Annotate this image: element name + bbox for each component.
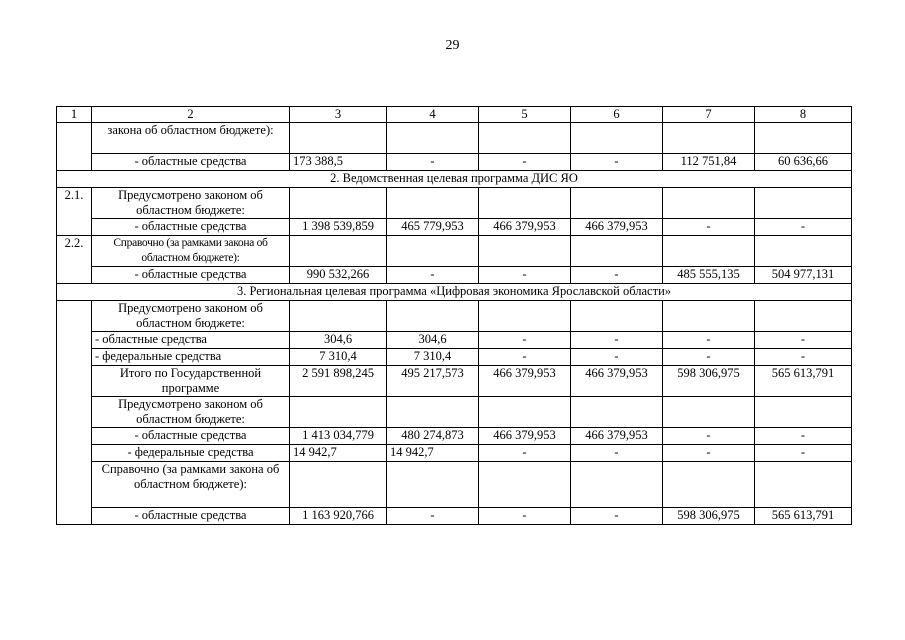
table-row [57,154,852,171]
value-cell: - [479,332,571,349]
value-cell: 598 306,975 [663,508,755,525]
row-label: Предусмотрено законом об областном бюджете: [92,397,290,428]
value-cell: 304,6 [387,332,479,349]
table-row [57,188,852,219]
value-cell: - [663,332,755,349]
header-cell: 5 [479,107,571,123]
row-number-cell: 2.2. [57,236,92,284]
value-cell: 304,6 [290,332,387,349]
value-cell: - [571,349,663,366]
value-cell: 598 306,975 [663,366,755,397]
table-row [57,332,852,349]
value-cell: 485 555,135 [663,267,755,284]
value-cell: - [387,508,479,525]
row-label: Справочно (за рамками закона об областном бюджете): [92,462,290,508]
value-cell: 565 613,791 [755,366,852,397]
value-cell: 60 636,66 [755,154,852,171]
value-cell: 466 379,953 [479,428,571,445]
row-label: закона об областном бюджете): [92,123,290,154]
row-label: Справочно (за рамками закона об областном бюджете): [92,236,290,267]
row-label: Итого по Государственной программе [92,366,290,397]
value-cell: 112 751,84 [663,154,755,171]
header-cell: 8 [755,107,852,123]
row-label: - областные средства [92,154,290,171]
value-cell: - [479,267,571,284]
value-cell: 2 591 898,245 [290,366,387,397]
value-cell: - [663,219,755,236]
value-cell: 466 379,953 [571,366,663,397]
value-cell: - [479,508,571,525]
value-cell: - [571,445,663,462]
value-cell: 1 398 539,859 [290,219,387,236]
value-cell: - [571,267,663,284]
table-row [57,397,852,428]
value-cell: - [571,154,663,171]
value-cell: 466 379,953 [571,219,663,236]
value-cell: - [755,349,852,366]
table-row [57,349,852,366]
row-label: - областные средства [92,219,290,236]
value-cell: - [755,332,852,349]
section-title: 3. Региональная целевая программа «Цифровая экономика Ярославской области» [57,284,852,301]
header-cell: 2 [92,107,290,123]
row-number-cell [57,123,92,171]
value-cell: 1 163 920,766 [290,508,387,525]
table-row [57,428,852,445]
value-cell: - [387,267,479,284]
page-number: 29 [445,38,460,53]
value-cell: 14 942,7 [290,445,387,462]
value-cell: - [663,428,755,445]
row-label: - областные средства [92,267,290,284]
section-row [57,171,852,188]
value-cell: 173 388,5 [290,154,387,171]
section-title: 2. Ведомственная целевая программа ДИС ЯО [57,171,852,188]
table-row [57,462,852,508]
value-cell: 480 274,873 [387,428,479,445]
value-cell: - [571,508,663,525]
value-cell: 495 217,573 [387,366,479,397]
table-row [57,366,852,397]
table-header-row [57,107,852,123]
value-cell: - [755,219,852,236]
row-label: Предусмотрено законом об областном бюджете: [92,188,290,219]
value-cell: - [387,154,479,171]
header-cell: 6 [571,107,663,123]
value-cell: - [663,445,755,462]
row-label: - областные средства [92,428,290,445]
value-cell: 7 310,4 [290,349,387,366]
header-cell: 4 [387,107,479,123]
table-row [57,123,852,154]
value-cell: 466 379,953 [479,219,571,236]
row-number-cell: 2.1. [57,188,92,236]
header-cell: 1 [57,107,92,123]
table-row [57,445,852,462]
value-cell: 465 779,953 [387,219,479,236]
row-number-cell [57,301,92,525]
section-row [57,284,852,301]
value-cell: - [755,445,852,462]
table-row [57,301,852,332]
value-cell: 7 310,4 [387,349,479,366]
table-row [57,267,852,284]
table-row [57,236,852,267]
value-cell: 990 532,266 [290,267,387,284]
value-cell: - [755,428,852,445]
row-label: Предусмотрено законом об областном бюджете: [92,301,290,332]
row-label: - областные средства [92,332,290,349]
value-cell: - [663,349,755,366]
value-cell: - [479,154,571,171]
value-cell: - [479,445,571,462]
row-label: - федеральные средства [92,445,290,462]
value-cell: 466 379,953 [571,428,663,445]
value-cell: 504 977,131 [755,267,852,284]
value-cell: - [571,332,663,349]
header-cell: 3 [290,107,387,123]
table-row [57,508,852,525]
table-row [57,219,852,236]
row-label: - федеральные средства [92,349,290,366]
value-cell: 1 413 034,779 [290,428,387,445]
value-cell: 14 942,7 [387,445,479,462]
budget-table [56,106,852,525]
value-cell: 466 379,953 [479,366,571,397]
value-cell: - [479,349,571,366]
header-cell: 7 [663,107,755,123]
row-label: - областные средства [92,508,290,525]
value-cell: 565 613,791 [755,508,852,525]
